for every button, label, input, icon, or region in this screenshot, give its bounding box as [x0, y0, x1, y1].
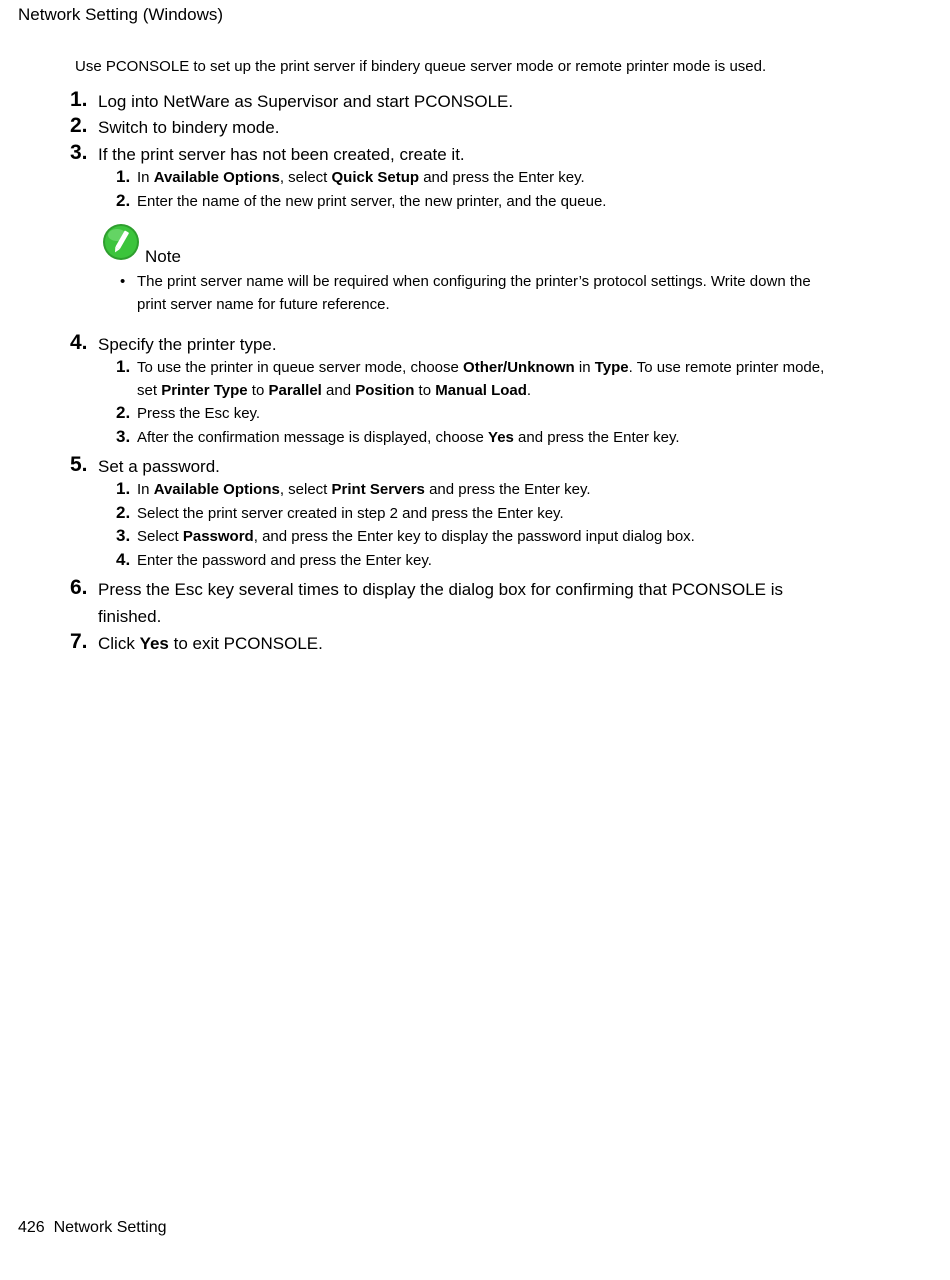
- step-number: 7.: [70, 630, 88, 653]
- ui-term: Printer Type: [161, 382, 248, 399]
- ui-term: Other/Unknown: [463, 359, 575, 376]
- substep-number: 3.: [116, 427, 131, 446]
- substep-text: After the confirmation message is displayed, choose Yes and press the Enter key.: [137, 429, 680, 446]
- page-footer: [18, 1219, 167, 1237]
- substep-text: To use the printer in queue server mode, choose Other/Unknown in Type. To use remote printer mode, set Printer Type to Parallel and Position to Manual Load.: [137, 359, 825, 399]
- step-text: Log into NetWare as Supervisor and start PCONSOLE.: [98, 92, 514, 111]
- step-text: Specify the printer type.: [98, 335, 277, 354]
- ui-term: Quick Setup: [331, 169, 420, 186]
- substep-number: 3.: [116, 526, 131, 545]
- step-text: Press the Esc key several times to display the dialog box for confirming that PCONSOLE is finished.: [98, 580, 784, 626]
- ui-term: Position: [355, 382, 415, 399]
- ui-term: Yes: [139, 634, 169, 653]
- footer-section-title: Network Setting: [53, 1219, 167, 1236]
- substep-number: 2.: [116, 503, 131, 522]
- substep-text: Select the print server created in step 2 and press the Enter key.: [137, 505, 564, 522]
- ui-term: Available Options: [153, 169, 280, 186]
- page-number: 426: [18, 1219, 45, 1236]
- ui-term: Available Options: [153, 481, 280, 498]
- substep-text: In Available Options, select Quick Setup and press the Enter key.: [137, 169, 585, 186]
- page-header-title: Network Setting (Windows): [18, 5, 224, 24]
- ui-term: Yes: [488, 429, 514, 446]
- pencil-note-icon: [102, 223, 140, 261]
- step-number: 5.: [70, 453, 88, 476]
- step-number: 3.: [70, 141, 88, 164]
- intro-paragraph: Use PCONSOLE to set up the print server if bindery queue server mode or remote printer mode is used.: [75, 58, 767, 75]
- ui-term: Manual Load: [435, 382, 527, 399]
- note-text: The print server name will be required when configuring the printer’s protocol settings. Write down the print server name for future reference.: [137, 273, 811, 313]
- step-number: 6.: [70, 576, 88, 599]
- substep-number: 2.: [116, 403, 131, 422]
- substep-number: 1.: [116, 167, 131, 186]
- substep-text: Enter the password and press the Enter key.: [137, 552, 432, 569]
- step-number: 4.: [70, 331, 88, 354]
- ui-term: Parallel: [268, 382, 322, 399]
- substep-number: 1.: [116, 479, 131, 498]
- substep-number: 1.: [116, 357, 131, 376]
- step-number: 1.: [70, 88, 88, 111]
- substep-number: 4.: [116, 550, 131, 569]
- substep-text: Enter the name of the new print server, the new printer, and the queue.: [137, 193, 607, 210]
- substep-number: 2.: [116, 191, 131, 210]
- substep-text: Select Password, and press the Enter key to display the password input dialog box.: [137, 528, 695, 545]
- step-text: Click Yes to exit PCONSOLE.: [98, 634, 323, 653]
- step-text: Set a password.: [98, 457, 220, 476]
- ui-term: Type: [594, 359, 629, 376]
- bullet-marker: •: [120, 273, 126, 290]
- substep-text: Press the Esc key.: [137, 405, 261, 422]
- note-label: Note: [145, 247, 181, 266]
- substep-text: In Available Options, select Print Servers and press the Enter key.: [137, 481, 591, 498]
- step-text: If the print server has not been created, create it.: [98, 145, 465, 164]
- ui-term: Password: [182, 528, 254, 545]
- step-text: Switch to bindery mode.: [98, 118, 280, 137]
- ui-term: Print Servers: [331, 481, 425, 498]
- step-number: 2.: [70, 114, 88, 137]
